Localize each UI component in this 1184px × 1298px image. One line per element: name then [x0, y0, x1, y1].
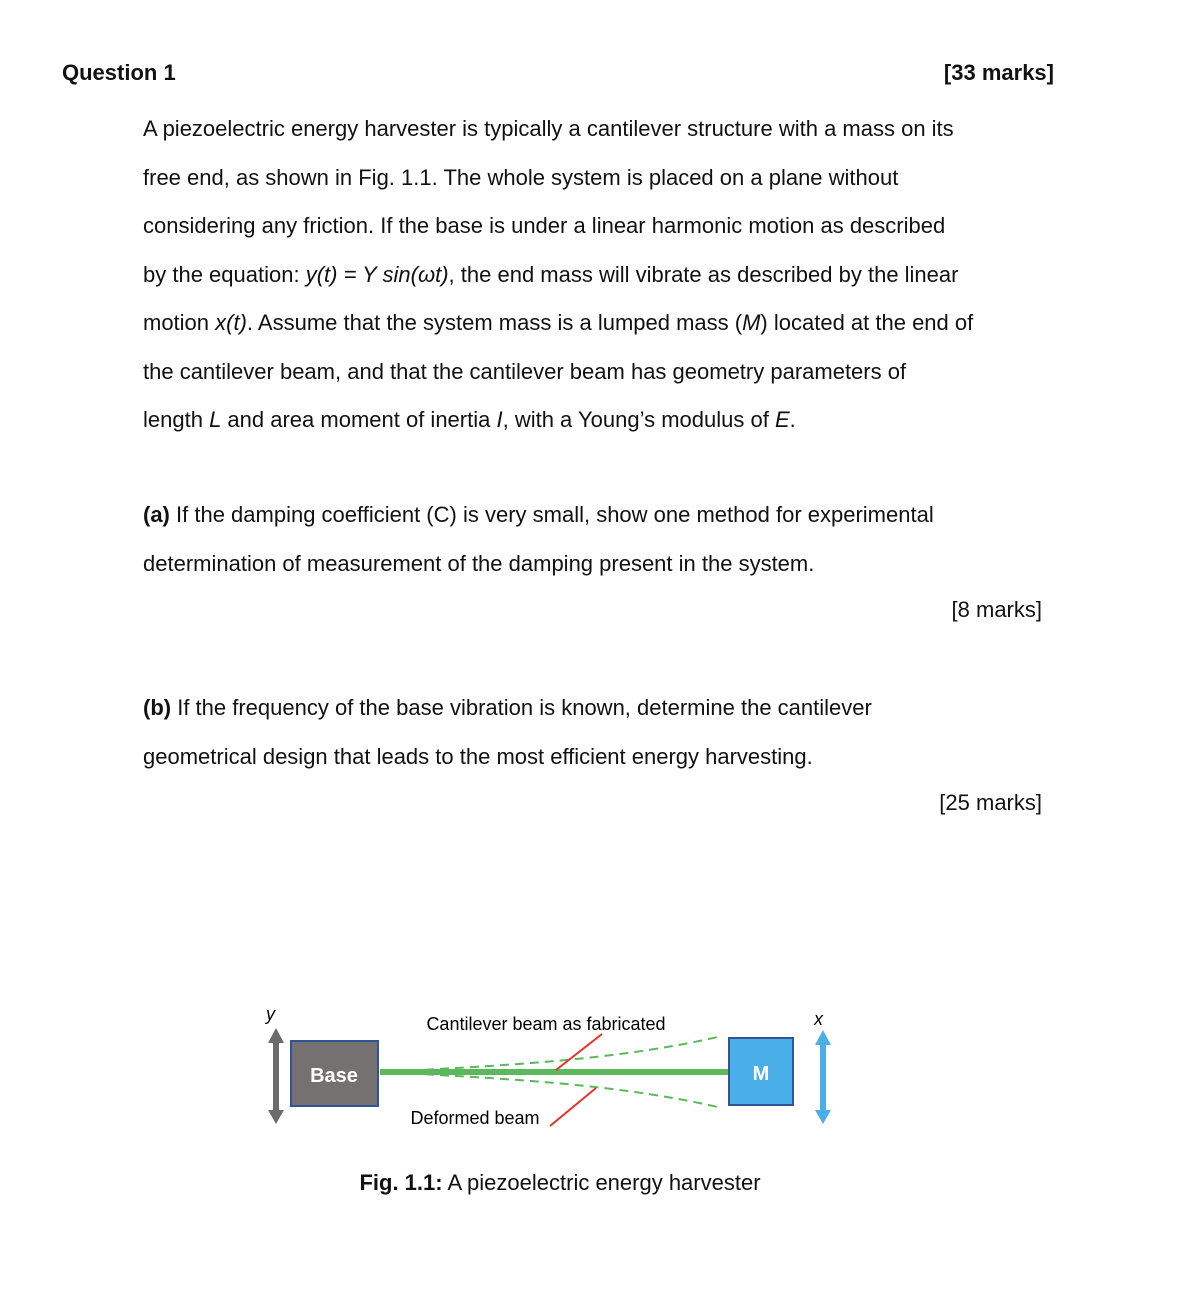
part-a-marks: [8 marks]	[951, 597, 1042, 622]
part-a-line: determination of measurement of the damping present in the system.	[143, 550, 815, 576]
mass-label: M	[752, 1063, 770, 1085]
part-b-line: geometrical design that leads to the most efficient energy harvesting.	[143, 743, 813, 769]
intro-line: motion x(t). Assume that the system mass is a lumped mass (M) located at the end of	[143, 310, 974, 335]
base-label: Base	[310, 1065, 358, 1087]
part-b-label: (b)	[143, 695, 172, 720]
deformed-leader-line	[550, 1088, 596, 1126]
intro-line: considering any friction. If the base is under a linear harmonic motion as described	[143, 213, 946, 238]
part-b-marks: [25 marks]	[939, 790, 1042, 815]
part-b	[143, 684, 1073, 781]
question-title: Question 1	[62, 60, 176, 85]
fabricated-leader-line	[556, 1034, 602, 1070]
part-a-line: (a) If the damping coefficient (C) is very small, show one method for experimental	[143, 502, 934, 527]
part-a	[143, 491, 1073, 588]
intro-line: length L and area moment of inertia I, with a Young’s modulus of E.	[143, 407, 796, 432]
deformed-beam-label: Deformed beam	[410, 1108, 540, 1128]
intro-line: free end, as shown in Fig. 1.1. The whole system is placed on a plane without	[143, 164, 899, 190]
part-a-label: (a)	[143, 502, 170, 527]
deformed-beam-upper	[380, 1036, 722, 1072]
question-marks: [33 marks]	[943, 60, 1054, 85]
question-intro	[143, 105, 1073, 445]
intro-line: by the equation: y(t) = Y sin(ωt), the end mass will vibrate as described by the linear	[143, 261, 959, 287]
part-b-line: (b) If the frequency of the base vibration is known, determine the cantilever	[143, 695, 872, 720]
y-double-arrow	[268, 1028, 284, 1124]
x-axis-label: x	[814, 1009, 823, 1029]
intro-line: A piezoelectric energy harvester is typically a cantilever structure with a mass on its	[143, 116, 954, 141]
deformed-beam-lower	[380, 1072, 722, 1108]
x-double-arrow	[815, 1030, 831, 1124]
fabricated-beam-label: Cantilever beam as fabricated	[426, 1014, 666, 1034]
equation: y(t) = Y sin(ωt)	[305, 261, 449, 287]
y-axis-label: y	[266, 1004, 275, 1024]
figure-caption: Fig. 1.1: A piezoelectric energy harvester	[359, 1170, 761, 1195]
intro-line: the cantilever beam, and that the cantilever beam has geometry parameters of	[143, 358, 907, 384]
